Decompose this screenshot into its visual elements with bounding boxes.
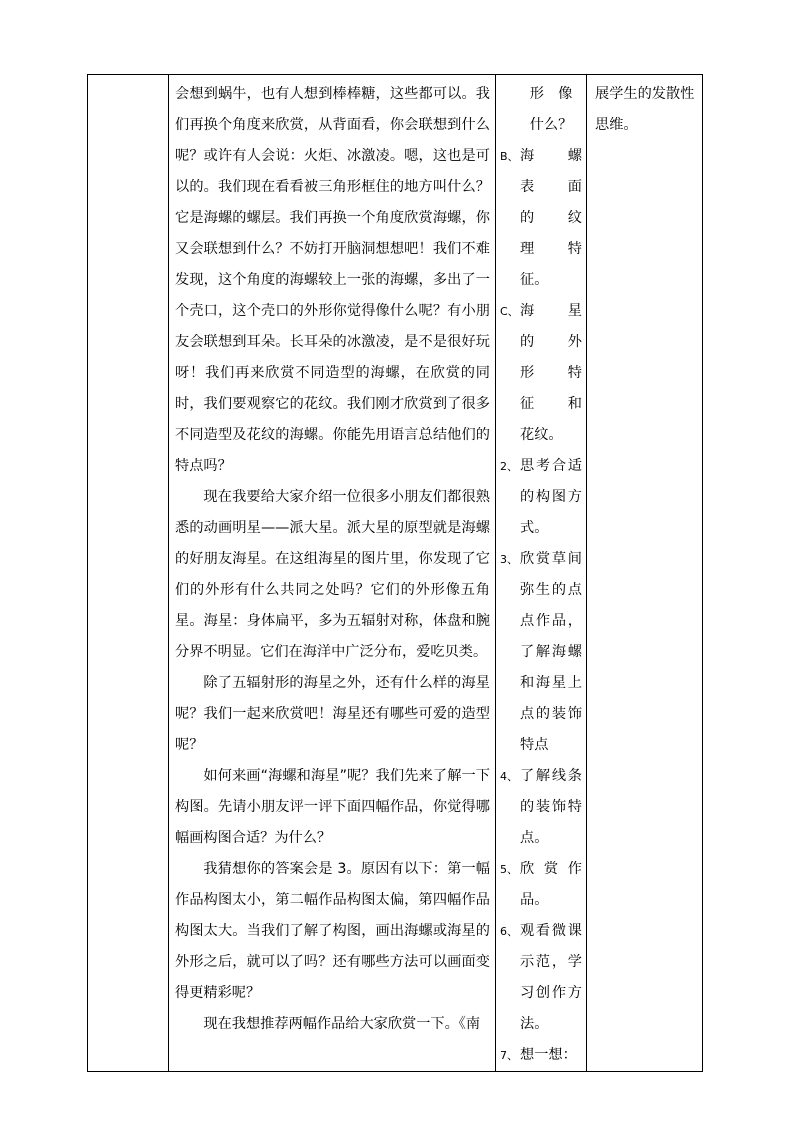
- list-line: 理 特: [520, 241, 582, 257]
- list-line: 形 特: [520, 365, 582, 381]
- list-line: 的构图方: [520, 489, 582, 505]
- list-item: [500, 916, 582, 947]
- list-item-number: 5、: [500, 863, 518, 876]
- list-line: 思考合适: [520, 458, 582, 474]
- list-item: [500, 544, 582, 575]
- lesson-plan-table: [87, 74, 703, 1072]
- teaching-process-cell: [169, 75, 496, 1072]
- list-item: [500, 854, 582, 916]
- teaching-process-text: [169, 75, 495, 1040]
- list-line: 式。: [520, 520, 549, 536]
- paragraph: 现在我想推荐两幅作品给大家欣赏一下。《南: [203, 1016, 481, 1032]
- paragraph: 现在我要给大家介绍一位很多小朋友们都很熟悉的动画明星——派大星。派大星的原型就是海螺的好朋友海星。在这组海星的图片里，你发现了它们的外形有什么共同之处吗？它们的外形像五角星。海星：身体扁平，多为五辐射对称，体盘和腕分界不明显。它们在海洋中广泛分布，爱吃贝类。: [175, 489, 490, 660]
- list-line: 欣赏作品。: [520, 861, 582, 908]
- paragraph: 如何来画“海螺和海星”呢？我们先来了解一下构图。先请小朋友评一评下面四幅作品，你觉得哪幅画构图合适？为什么？: [175, 768, 490, 846]
- design-intent-cell: [587, 75, 703, 1072]
- list-line: 弥生的点: [520, 582, 582, 598]
- list-item: [500, 141, 582, 172]
- section-label-cell: [88, 75, 169, 1072]
- list-line: 习创作方: [520, 985, 582, 1001]
- list-line: 海 螺: [520, 148, 582, 164]
- list-line: 海 星: [520, 303, 582, 319]
- list-line: 想一想：: [520, 1047, 577, 1063]
- list-line: 了解海螺: [520, 644, 582, 660]
- list-line: 花纹。: [520, 427, 563, 443]
- list-item-number: 4、: [500, 770, 518, 783]
- list-item-number: 6、: [500, 925, 518, 938]
- student-activity-list: [496, 75, 586, 1071]
- student-activity-cell: [496, 75, 587, 1072]
- list-item-number: C、: [500, 305, 519, 318]
- list-line: 征 和: [520, 396, 582, 412]
- list-item: [500, 1040, 582, 1071]
- list-line: 了解线条: [520, 768, 582, 784]
- list-item-number: 2、: [500, 460, 518, 473]
- table-row: [88, 75, 703, 1072]
- list-line: 什么？: [529, 117, 573, 133]
- design-intent-text: 展学生的发散性思维。: [595, 86, 695, 133]
- list-line: 征。: [520, 272, 549, 288]
- list-item-number: B、: [500, 150, 519, 163]
- list-line: 表 面: [520, 179, 582, 195]
- paragraph: 除了五辐射形的海星之外，还有什么样的海星呢？我们一起来欣赏吧！海星还有哪些可爱的造型呢？: [175, 675, 490, 753]
- list-line: 的 纹: [520, 210, 582, 226]
- list-item-number: 3、: [500, 553, 518, 566]
- list-item: [500, 296, 582, 327]
- list-item: [500, 451, 582, 482]
- list-line: 形 像: [529, 86, 573, 102]
- paragraph: 我猜想你的答案会是 3。原因有以下：第一幅作品构图太小，第二幅作品构图太偏，第四幅作品构图太大。当我们了解了构图，画出海螺或海星的外形之后，就可以了吗？还有哪些方法可以画面变得更精彩呢？: [175, 861, 490, 1001]
- list-item-number: 7、: [500, 1049, 518, 1062]
- list-line: 的 外: [520, 334, 582, 350]
- list-line: 点。: [520, 830, 549, 846]
- list-line: 欣赏草间: [520, 551, 582, 567]
- list-line: 的装饰特: [520, 799, 582, 815]
- paragraph: 会想到蜗牛，也有人想到棒棒糖，这些都可以。我们再换个角度来欣赏，从背面看，你会联想到什么呢？或许有人会说：火炬、冰激凌。嗯，这也是可以的。我们现在看看被三角形框住的地方叫什么？它是海螺的螺层。我们再换一个角度欣赏海螺，你又会联想到什么？不妨打开脑洞想想吧！我们不难发现，这个角度的海螺较上一张的海螺，多出了一个壳口，这个壳口的外形你觉得像什么呢？有小朋友会联想到耳朵。长耳朵的冰激凌，是不是很好玩呀！我们再来欣赏不同造型的海螺，在欣赏的同时，我们要观察它的花纹。我们刚才欣赏到了很多不同造型及花纹的海螺。你能先用语言总结他们的特点吗？: [175, 86, 490, 474]
- list-item: [500, 761, 582, 792]
- list-line: 法。: [520, 1016, 549, 1032]
- list-line: 点作品，: [520, 613, 582, 629]
- list-line: 点的装饰: [520, 706, 582, 722]
- list-line: 和海星上: [520, 675, 582, 691]
- list-line: 特点: [520, 737, 549, 753]
- list-line: 观看微课: [520, 923, 582, 939]
- list-line: 示范，学: [520, 954, 582, 970]
